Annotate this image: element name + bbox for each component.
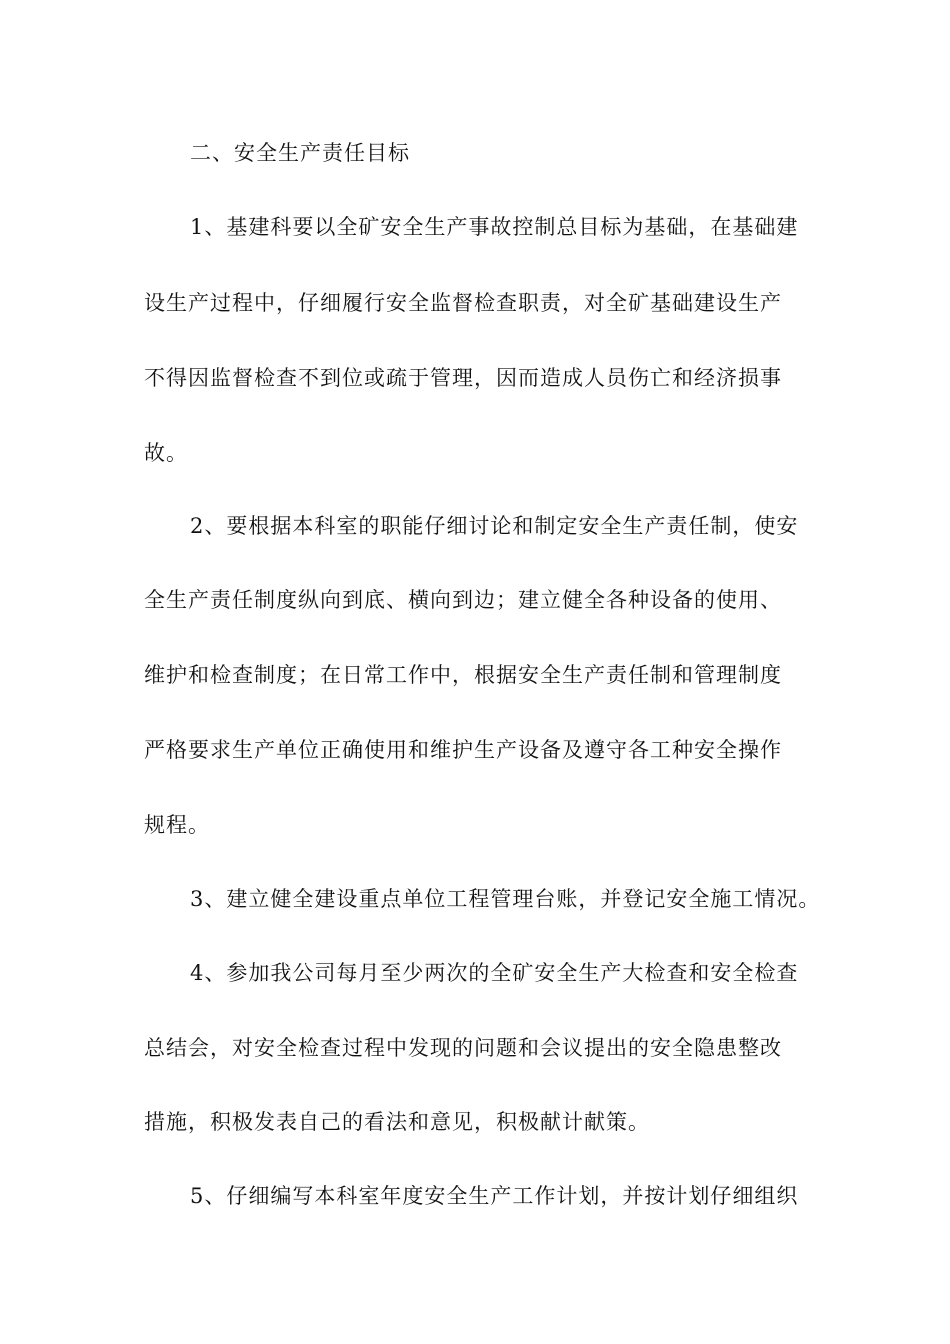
paragraph-4-line-3: 措施，积极发表自己的看法和意见，积极献计献策。 [144, 1110, 650, 1134]
paragraph-5-line-1: 5、仔细编写本科室年度安全生产工作计划，并按计划仔细组织 [190, 1184, 799, 1208]
paragraph-2-line-1: 2、要根据本科室的职能仔细讨论和制定安全生产责任制，使安 [190, 514, 799, 538]
paragraph-1-line-4: 故。 [144, 441, 188, 465]
paragraph-1-line-1: 1、基建科要以全矿安全生产事故控制总目标为基础，在基础建 [190, 215, 799, 239]
paragraph-2-line-3: 维护和检查制度；在日常工作中，根据安全生产责任制和管理制度 [144, 663, 782, 687]
section-heading: 二、安全生产责任目标 [190, 141, 410, 165]
paragraph-3-line-1: 3、建立健全建设重点单位工程管理台账，并登记安全施工情况。 [190, 887, 821, 911]
paragraph-1-line-2: 设生产过程中，仔细履行安全监督检查职责，对全矿基础建设生产 [144, 291, 782, 315]
paragraph-2-line-2: 全生产责任制度纵向到底、横向到边；建立健全各种设备的使用、 [144, 588, 782, 612]
paragraph-1-line-3: 不得因监督检查不到位或疏于管理，因而造成人员伤亡和经济损事 [144, 366, 782, 390]
paragraph-4-line-2: 总结会，对安全检查过程中发现的问题和会议提出的安全隐患整改 [144, 1036, 782, 1060]
paragraph-2-line-5: 规程。 [144, 813, 210, 837]
paragraph-4-line-1: 4、参加我公司每月至少两次的全矿安全生产大检查和安全检查 [190, 961, 799, 985]
paragraph-2-line-4: 严格要求生产单位正确使用和维护生产设备及遵守各工种安全操作 [144, 738, 782, 762]
